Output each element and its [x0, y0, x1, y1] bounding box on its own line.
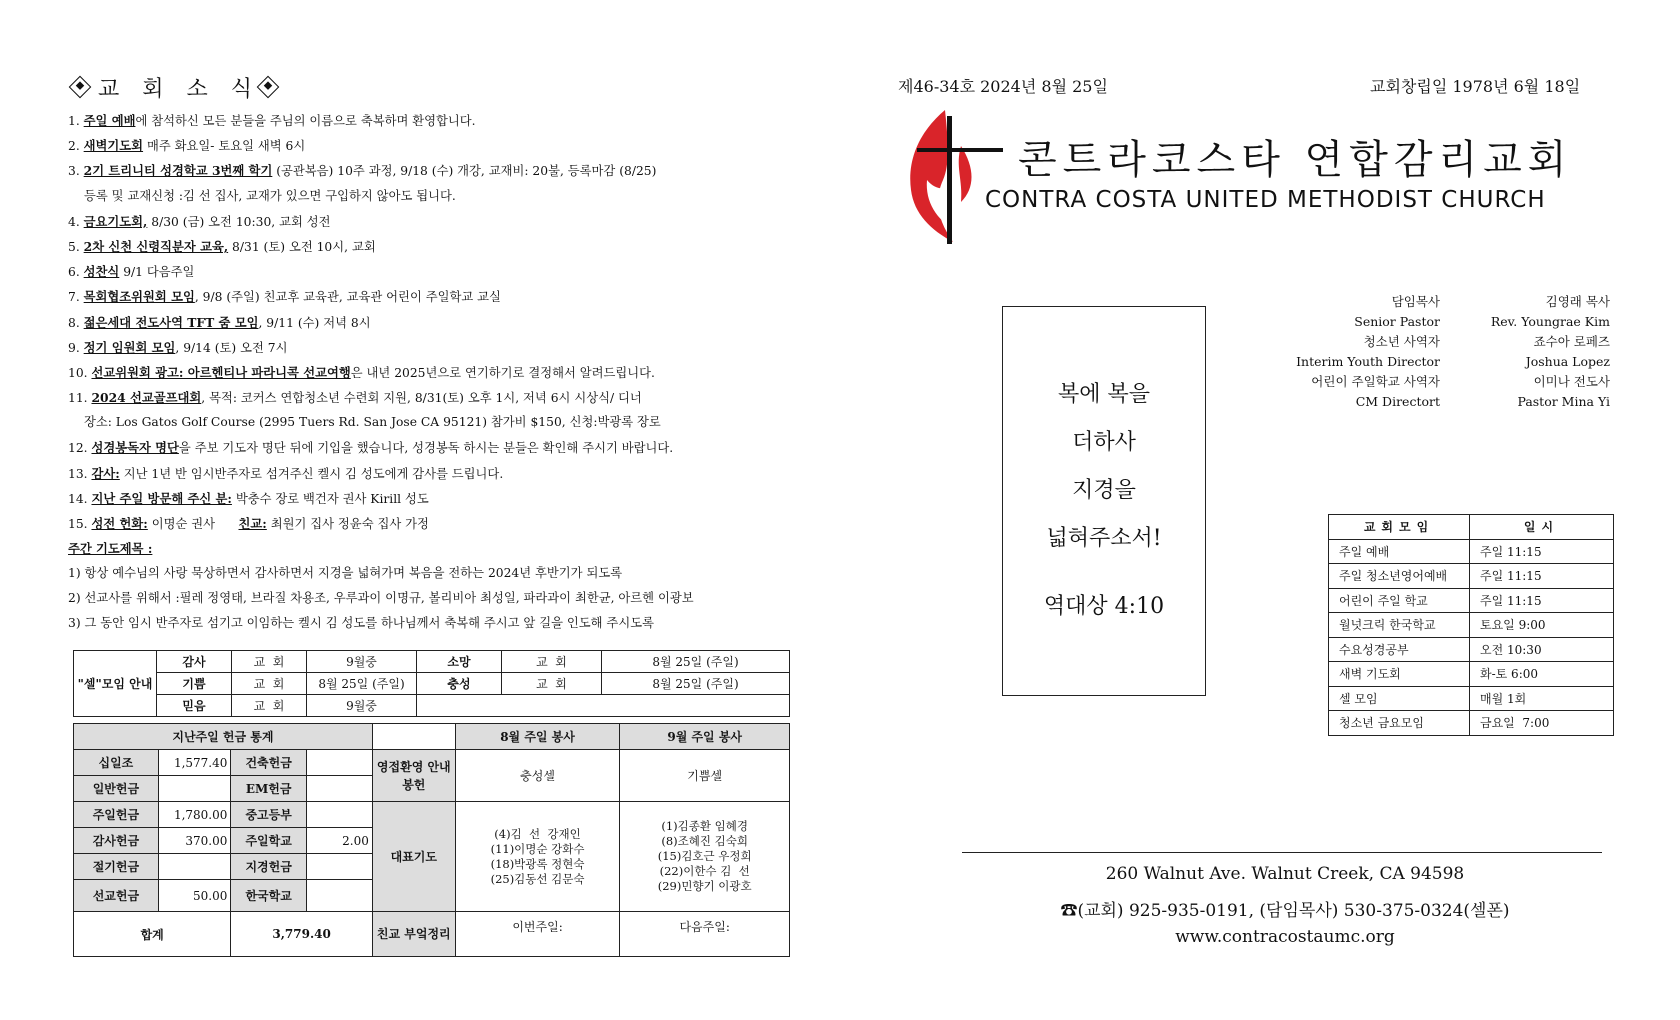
news-item: 8. 젊은세대 전도사역 TFT 줌 모임, 9/11 (수) 저녁 8시	[68, 314, 371, 330]
verse-line: 지경을	[1072, 478, 1136, 503]
news-item: 11. 2024 선교골프대회, 목적: 코커스 연합청소년 수련회 지원, 8/31(토) 오후 1시, 저녁 6시 시상식/ 디너	[68, 390, 642, 406]
sep-greeting: 기쁨셀	[620, 750, 790, 802]
news-item: 장소: Los Gatos Golf Course (2995 Tuers Rd. San Jose CA 95121) 참가비 $150, 신청:박광록 장로	[84, 415, 661, 430]
news-item: 2. 새벽기도회 매주 화요일- 토요일 새벽 6시	[68, 138, 306, 154]
news-item: 12. 성경봉독자 명단을 주보 기도자 명단 뒤에 기입을 했습니다, 성경봉독 하시는 분들은 확인해 주시기 바랍니다.	[68, 440, 674, 456]
news-item: 9. 정기 임원회 모임, 9/14 (토) 오전 7시	[68, 339, 288, 355]
aug-prayers: (4)김 선 강재인 (11)이명순 강화수 (18)박광록 정현숙 (25)김동선 김문숙	[455, 802, 620, 912]
diamond-icon	[257, 76, 280, 99]
cell-meeting-table: "셀"모임 안내 감사 교 회 9월중 소망 교 회 8월 25일 (주일) 기쁨 교 회 8월 25일 (주일) 충성 교 회 8월 25일 (주일) 믿음 교 회 9월중	[73, 650, 790, 717]
schedule-row: 주일 청소년영어예배 주일 11:15	[1329, 564, 1614, 589]
church-name-english: CONTRA COSTA UNITED METHODIST CHURCH	[985, 187, 1546, 213]
prayer-item: 3) 그 동안 임시 반주자로 섬기고 이임하는 켈시 김 성도를 하나님께서 축복해 주시고 앞 길을 인도해 주시도록	[68, 616, 654, 631]
news-item: 등록 및 교재신청 :김 선 집사, 교재가 있으면 구입하지 않아도 됩니다.	[84, 188, 456, 203]
phone: ☎(교회) 925-935-0191, (담임목사) 530-375-0324(셀폰)	[1060, 901, 1510, 921]
schedule-row: 수요성경공부 오전 10:30	[1329, 637, 1614, 662]
divider	[962, 852, 1602, 853]
news-item: 15. 성전 헌화: 이명순 권사 친교: 최원기 집사 정윤숙 집사 가정	[68, 516, 429, 531]
offering-table: 지난주일 헌금 통계 8월 주일 봉사 9월 주일 봉사 십일조 1,577.40 건축헌금 영접환영 안내봉헌 충성셀 기쁨셀 일반헌금 EM헌금 주일헌금 1,780.00 중고등부 대표기도 (4)김 선 강재인 (11)이명순 강화수 (18)박광록 정현숙 (25)김동선 김문숙 (1)김종환 임혜경 (8)조혜진 김숙희 (15)김호근 우정희 (22)이한수 김 선 (29)민향기 이광호 감사헌금 370.00 주일학교 2.00 절기헌금 지경헌금 선교헌금 50.00 한국학교 합계 3,779.40 친교 부엌정리 이번주일: 다음주일:	[73, 723, 790, 957]
schedule-row: 주일 예배 주일 11:15	[1329, 539, 1614, 564]
prayer-label: 대표기도	[372, 802, 455, 912]
schedule-row: 어린이 주일 학교 주일 11:15	[1329, 588, 1614, 613]
news-item: 5. 2차 신천 신령직분자 교육, 8/31 (토) 오전 10시, 교회	[68, 238, 376, 254]
news-item: 6. 성찬식 9/1 다음주일	[68, 264, 195, 280]
verse-line: 넓혀주소서!	[1046, 526, 1162, 551]
news-item: 10. 선교위원회 광고: 아르헨티나 파라니콕 선교여행은 내년 2025년으로 연기하기로 결정해서 알려드립니다.	[68, 364, 655, 380]
fellowship-label: 친교 부엌정리	[372, 912, 455, 957]
this-week: 이번주일:	[455, 912, 620, 957]
church-name-korean: 콘트라코스타 연합감리교회	[1018, 137, 1573, 183]
total-label: 합계	[74, 912, 231, 957]
schedule-header-time: 일시	[1470, 515, 1614, 540]
news-list	[68, 108, 808, 536]
schedule-row: 새벽 기도회 화-토 6:00	[1329, 662, 1614, 687]
news-item: 14. 지난 주일 방문해 주신 분: 박충수 장로 백건자 권사 Kirill 성도	[68, 490, 429, 506]
founded-date: 교회창립일 1978년 6월 18일	[1370, 77, 1581, 96]
total-value: 3,779.40	[231, 912, 372, 957]
schedule-header-meeting: 교회모임	[1329, 515, 1470, 540]
news-header	[68, 70, 808, 104]
aug-service-header: 8월 주일 봉사	[455, 724, 620, 750]
schedule-row: 청소년 금요모임 금요일 7:00	[1329, 711, 1614, 736]
offering-header: 지난주일 헌금 통계	[74, 724, 373, 750]
schedule-row: 셀 모임 매월 1회	[1329, 686, 1614, 711]
verse-line: 복에 복을	[1057, 382, 1150, 407]
sep-service-header: 9월 주일 봉사	[620, 724, 790, 750]
next-week: 다음주일:	[620, 912, 790, 957]
issue-number: 제46-34호 2024년 8월 25일	[898, 77, 1108, 96]
verse-reference: 역대상 4:10	[1043, 594, 1165, 619]
diamond-icon	[69, 76, 92, 99]
prayer-list	[68, 561, 808, 636]
prayer-item: 1) 항상 예수님의 사랑 묵상하면서 감사하면서 지경을 넓혀가며 복음을 전하는 2024년 후반기가 되도록	[68, 566, 623, 581]
news-item: 3. 2기 트리니티 성경학교 3번째 학기 (공관복음) 10주 과정, 9/18 (수) 개강, 교재비: 20불, 등록마감 (8/25)	[68, 163, 657, 179]
staff-roles: 담임목사 Senior Pastor 청소년 사역자 Interim Youth Director 어린이 주일학교 사역자 CM Directort	[1296, 294, 1440, 409]
verse-box	[1002, 306, 1206, 696]
news-item: 7. 목회협조위원회 모임, 9/8 (주일) 친교후 교육관, 교육관 어린이 주일학교 교실	[68, 289, 501, 305]
news-title: 교 회 소 식	[98, 76, 260, 102]
greeting-label: 영접환영 안내봉헌	[372, 750, 455, 802]
prayer-item: 2) 선교사를 위해서 :필레 정영태, 브라질 차용조, 우루과이 이명규, 볼리비아 최성일, 파라과이 최한균, 아르헨 이광보	[68, 591, 694, 606]
verse-line: 더하사	[1072, 430, 1136, 455]
news-item: 13. 감사: 지난 1년 반 임시반주자로 섬겨주신 켈시 김 성도에게 감사를 드립니다.	[68, 465, 504, 481]
aug-greeting: 충성셀	[455, 750, 620, 802]
sep-prayers: (1)김종환 임혜경 (8)조혜진 김숙희 (15)김호근 우정희 (22)이한수 김 선 (29)민향기 이광호	[620, 802, 790, 912]
cross-flame-logo	[905, 106, 1005, 248]
news-section	[68, 70, 808, 636]
staff-names: 김영래 목사 Rev. Youngrae Kim 죠수아 로페즈 Joshua Lopez 이미나 전도사 Pastor Mina Yi	[1490, 294, 1610, 409]
cell-table-label: "셀"모임 안내	[74, 651, 157, 717]
news-item: 4. 금요기도회, 8/30 (금) 오전 10:30, 교회 성전	[68, 213, 331, 229]
schedule-table	[1328, 514, 1614, 736]
schedule-row: 월넛크릭 한국학교 토요일 9:00	[1329, 613, 1614, 638]
news-item: 1. 주일 예배에 참석하신 모든 분들을 주님의 이름으로 축복하며 환영합니다.	[68, 113, 476, 128]
website-link[interactable]: www.contracostaumc.org	[1175, 927, 1395, 947]
address: 260 Walnut Ave. Walnut Creek, CA 94598	[1105, 864, 1465, 884]
prayer-title: 주간 기도제목 :	[68, 541, 153, 557]
